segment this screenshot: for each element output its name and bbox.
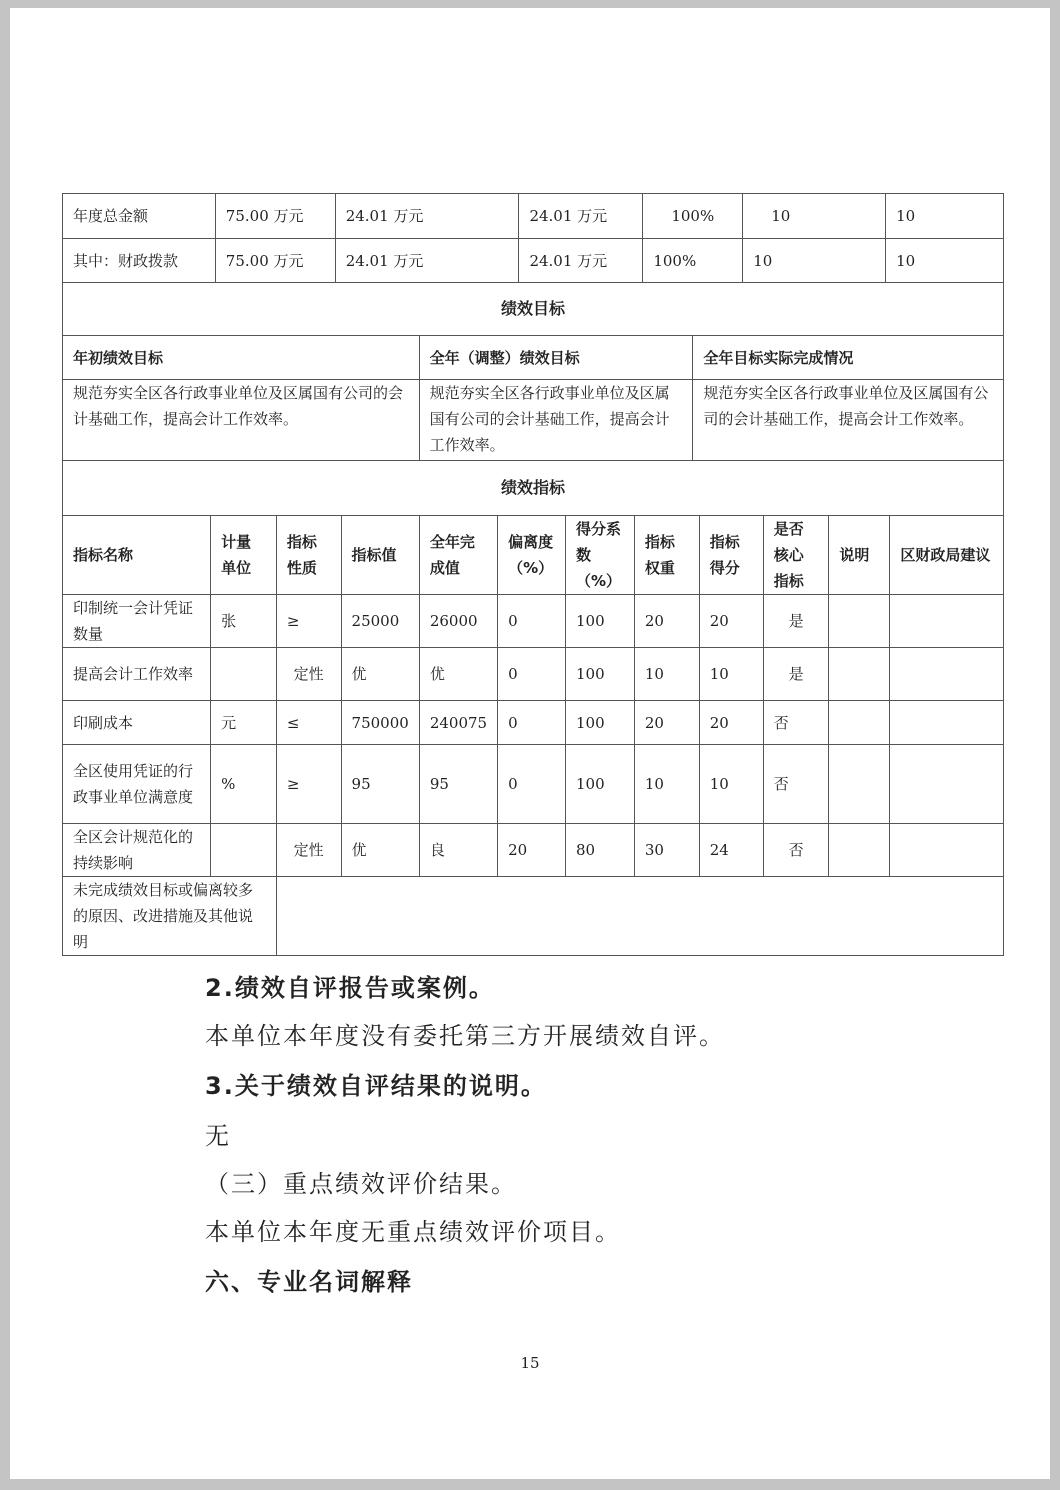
indicator-cell: 25000: [341, 595, 419, 648]
indicator-cell: 10: [634, 648, 699, 701]
indicator-cell: 240075: [419, 701, 497, 745]
indicator-header: 指标权重: [634, 516, 699, 595]
budget-cell: 24.01 万元: [519, 194, 643, 239]
indicator-cell: 优: [419, 648, 497, 701]
indicator-header: 区财政局建议: [890, 516, 1004, 595]
heading-self-evaluation-report: 2.绩效自评报告或案例。: [205, 974, 495, 1002]
indicator-cell: [211, 648, 277, 701]
goals-value: 规范夯实全区各行政事业单位及区属国有公司的会计基础工作，提高会计工作效率。: [693, 380, 1004, 461]
indicator-cell: [829, 595, 890, 648]
indicator-cell: %: [211, 745, 277, 824]
budget-cell: 100%: [643, 239, 743, 283]
table-footer-row: [63, 877, 1004, 956]
goals-table: [62, 282, 1004, 461]
goals-header: 年初绩效目标: [63, 336, 420, 380]
goals-value: 规范夯实全区各行政事业单位及区属国有公司的会计基础工作，提高会计工作效率。: [63, 380, 420, 461]
table-row: [63, 648, 1004, 701]
indicator-cell: ≤: [276, 701, 341, 745]
budget-cell: 10: [886, 239, 1004, 283]
indicator-cell: 95: [341, 745, 419, 824]
footer-value: [276, 877, 1003, 956]
budget-cell: 24.01 万元: [335, 239, 519, 283]
paragraph-none: 无: [205, 1122, 231, 1150]
indicators-table: [62, 460, 1004, 956]
indicator-cell: 优: [341, 824, 419, 877]
goals-header: 全年目标实际完成情况: [693, 336, 1004, 380]
indicator-cell: [829, 745, 890, 824]
indicator-cell: 印制统一会计凭证数量: [63, 595, 211, 648]
indicator-cell: [890, 824, 1004, 877]
indicator-cell: 10: [699, 648, 763, 701]
indicator-cell: 0: [498, 745, 566, 824]
indicator-header: 偏离度（%）: [498, 516, 566, 595]
goals-value: 规范夯实全区各行政事业单位及区属国有公司的会计基础工作，提高会计工作效率。: [419, 380, 693, 461]
indicator-header: 是否核心指标: [763, 516, 829, 595]
goals-title: 绩效目标: [63, 283, 1004, 336]
footer-label: 未完成绩效目标或偏离较多的原因、改进措施及其他说明: [63, 877, 277, 956]
indicator-cell: ≥: [276, 745, 341, 824]
indicators-header-row: [63, 516, 1004, 595]
indicator-header: 指标得分: [699, 516, 763, 595]
indicator-cell: 0: [498, 648, 566, 701]
indicator-cell: [211, 824, 277, 877]
budget-cell: 75.00 万元: [215, 194, 335, 239]
budget-cell: 24.01 万元: [519, 239, 643, 283]
table-row: [63, 595, 1004, 648]
indicator-cell: 定性: [276, 824, 341, 877]
indicator-cell: 全区使用凭证的行政事业单位满意度: [63, 745, 211, 824]
indicator-cell: 95: [419, 745, 497, 824]
indicator-cell: 元: [211, 701, 277, 745]
budget-table: [62, 193, 1004, 283]
page-number: 15: [520, 1354, 540, 1372]
budget-cell: 75.00 万元: [215, 239, 335, 283]
indicator-cell: 24: [699, 824, 763, 877]
indicator-cell: [829, 701, 890, 745]
indicator-cell: [890, 701, 1004, 745]
indicator-header: 计量单位: [211, 516, 277, 595]
indicator-cell: 20: [498, 824, 566, 877]
budget-cell: 10: [743, 239, 886, 283]
indicator-cell: [890, 648, 1004, 701]
indicator-cell: 20: [699, 701, 763, 745]
indicator-cell: 是: [763, 648, 829, 701]
indicators-title: 绩效指标: [63, 461, 1004, 516]
indicator-cell: 印刷成本: [63, 701, 211, 745]
indicator-cell: 100: [565, 595, 634, 648]
indicator-cell: 全区会计规范化的持续影响: [63, 824, 211, 877]
indicator-cell: ≥: [276, 595, 341, 648]
indicator-cell: 优: [341, 648, 419, 701]
indicator-cell: [890, 745, 1004, 824]
indicator-cell: 10: [699, 745, 763, 824]
indicator-header: 指标名称: [63, 516, 211, 595]
budget-label: 年度总金额: [63, 194, 216, 239]
indicator-header: 得分系数（%）: [565, 516, 634, 595]
heading-key-evaluation: （三）重点绩效评价结果。: [205, 1170, 517, 1198]
indicator-cell: 提高会计工作效率: [63, 648, 211, 701]
indicator-cell: 10: [634, 745, 699, 824]
indicator-cell: 张: [211, 595, 277, 648]
indicator-cell: 20: [634, 595, 699, 648]
paragraph-self-evaluation: 本单位本年度没有委托第三方开展绩效自评。: [205, 1022, 725, 1050]
indicator-header: 全年完成值: [419, 516, 497, 595]
heading-result-explanation: 3.关于绩效自评结果的说明。: [205, 1072, 547, 1100]
budget-row-fiscal: [63, 239, 1004, 283]
indicator-cell: 750000: [341, 701, 419, 745]
budget-cell: 10: [743, 194, 886, 239]
budget-label: 其中：财政拨款: [63, 239, 216, 283]
indicator-cell: 80: [565, 824, 634, 877]
indicator-cell: 20: [699, 595, 763, 648]
goals-header: 全年（调整）绩效目标: [419, 336, 693, 380]
budget-row-total: [63, 194, 1004, 239]
budget-cell: 24.01 万元: [335, 194, 519, 239]
indicator-cell: 良: [419, 824, 497, 877]
indicator-cell: 否: [763, 701, 829, 745]
indicator-cell: 是: [763, 595, 829, 648]
indicator-cell: 100: [565, 745, 634, 824]
budget-cell: 100%: [643, 194, 743, 239]
table-row: [63, 824, 1004, 877]
budget-cell: 10: [886, 194, 1004, 239]
indicator-cell: [829, 824, 890, 877]
heading-glossary: 六、专业名词解释: [205, 1268, 413, 1296]
indicator-cell: 30: [634, 824, 699, 877]
indicator-header: 指标性质: [276, 516, 341, 595]
indicator-header: 指标值: [341, 516, 419, 595]
indicator-cell: 0: [498, 595, 566, 648]
paragraph-key-evaluation: 本单位本年度无重点绩效评价项目。: [205, 1218, 621, 1246]
table-row: [63, 701, 1004, 745]
indicator-cell: 100: [565, 648, 634, 701]
indicator-cell: 26000: [419, 595, 497, 648]
indicator-header: 说明: [829, 516, 890, 595]
indicator-cell: 0: [498, 701, 566, 745]
indicator-cell: 否: [763, 824, 829, 877]
indicator-cell: 否: [763, 745, 829, 824]
indicator-cell: 20: [634, 701, 699, 745]
indicator-cell: 100: [565, 701, 634, 745]
indicator-cell: [890, 595, 1004, 648]
table-row: [63, 745, 1004, 824]
indicator-cell: 定性: [276, 648, 341, 701]
indicator-cell: [829, 648, 890, 701]
